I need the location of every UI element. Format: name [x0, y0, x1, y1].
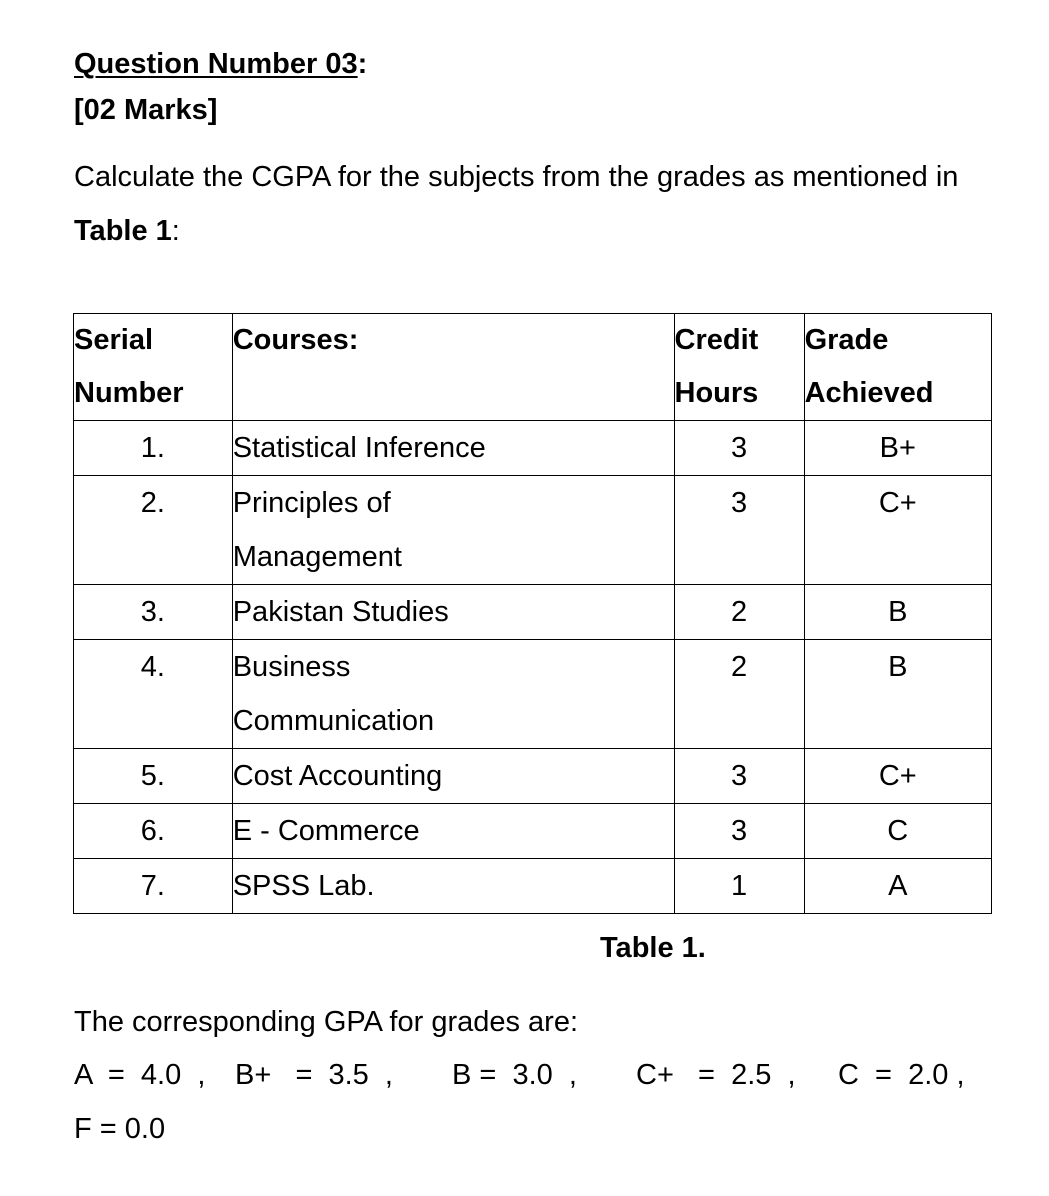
table-row: [74, 804, 992, 859]
gpa-scale-item: C+ = 2.5 ,: [636, 1059, 796, 1091]
serial-cell: 2.: [74, 476, 233, 585]
gpa-scale-item: C = 2.0 ,: [838, 1059, 965, 1091]
gpa-scale-item: F = 0.0: [74, 1113, 166, 1145]
table-row: [74, 421, 992, 476]
instruction-colon: :: [171, 215, 180, 247]
credit-cell: 3: [674, 749, 804, 804]
table-caption: Table 1.: [600, 932, 706, 964]
serial-cell: 5.: [74, 749, 233, 804]
table-reference: Table 1: [74, 215, 172, 247]
course-cell: SPSS Lab.: [232, 859, 674, 914]
question-marks: [02 Marks]: [74, 94, 218, 126]
serial-cell: 7.: [74, 859, 233, 914]
question-title-colon: :: [357, 48, 368, 80]
course-cell: Business Communication: [232, 640, 674, 749]
course-cell: Statistical Inference: [232, 421, 674, 476]
credit-cell: 3: [674, 476, 804, 585]
instruction-text: Calculate the CGPA for the subjects from the grades as mentioned in: [74, 161, 959, 193]
grade-cell: C: [804, 804, 991, 859]
grade-cell: C+: [804, 476, 991, 585]
credit-cell: 3: [674, 421, 804, 476]
serial-cell: 1.: [74, 421, 233, 476]
header-serial-number: Serial Number: [74, 314, 233, 421]
course-cell: Principles of Management: [232, 476, 674, 585]
question-title: [74, 44, 367, 84]
serial-cell: 4.: [74, 640, 233, 749]
header-grade-achieved: Grade Achieved: [804, 314, 991, 421]
course-cell: Cost Accounting: [232, 749, 674, 804]
question-title-text: Question Number 03: [74, 48, 358, 80]
grades-table: [73, 313, 992, 914]
grade-cell: A: [804, 859, 991, 914]
table-row: [74, 749, 992, 804]
grade-cell: C+: [804, 749, 991, 804]
grade-cell: B: [804, 585, 991, 640]
credit-cell: 2: [674, 585, 804, 640]
serial-cell: 3.: [74, 585, 233, 640]
header-credit-hours: Credit Hours: [674, 314, 804, 421]
header-courses: Courses:: [232, 314, 674, 421]
gpa-intro: The corresponding GPA for grades are:: [74, 1006, 579, 1038]
question-instruction: [74, 150, 974, 258]
table-row: [74, 476, 992, 585]
credit-cell: 3: [674, 804, 804, 859]
table-row: [74, 585, 992, 640]
credit-cell: 1: [674, 859, 804, 914]
course-cell: E - Commerce: [232, 804, 674, 859]
credit-cell: 2: [674, 640, 804, 749]
table-row: [74, 859, 992, 914]
gpa-scale-item: B = 3.0 ,: [452, 1059, 577, 1091]
grade-cell: B: [804, 640, 991, 749]
serial-cell: 6.: [74, 804, 233, 859]
grade-cell: B+: [804, 421, 991, 476]
table-row: [74, 640, 992, 749]
course-cell: Pakistan Studies: [232, 585, 674, 640]
gpa-scale-item: B+ = 3.5 ,: [235, 1059, 393, 1091]
gpa-scale-item: A = 4.0 ,: [74, 1059, 206, 1091]
table-header-row: [74, 314, 992, 421]
